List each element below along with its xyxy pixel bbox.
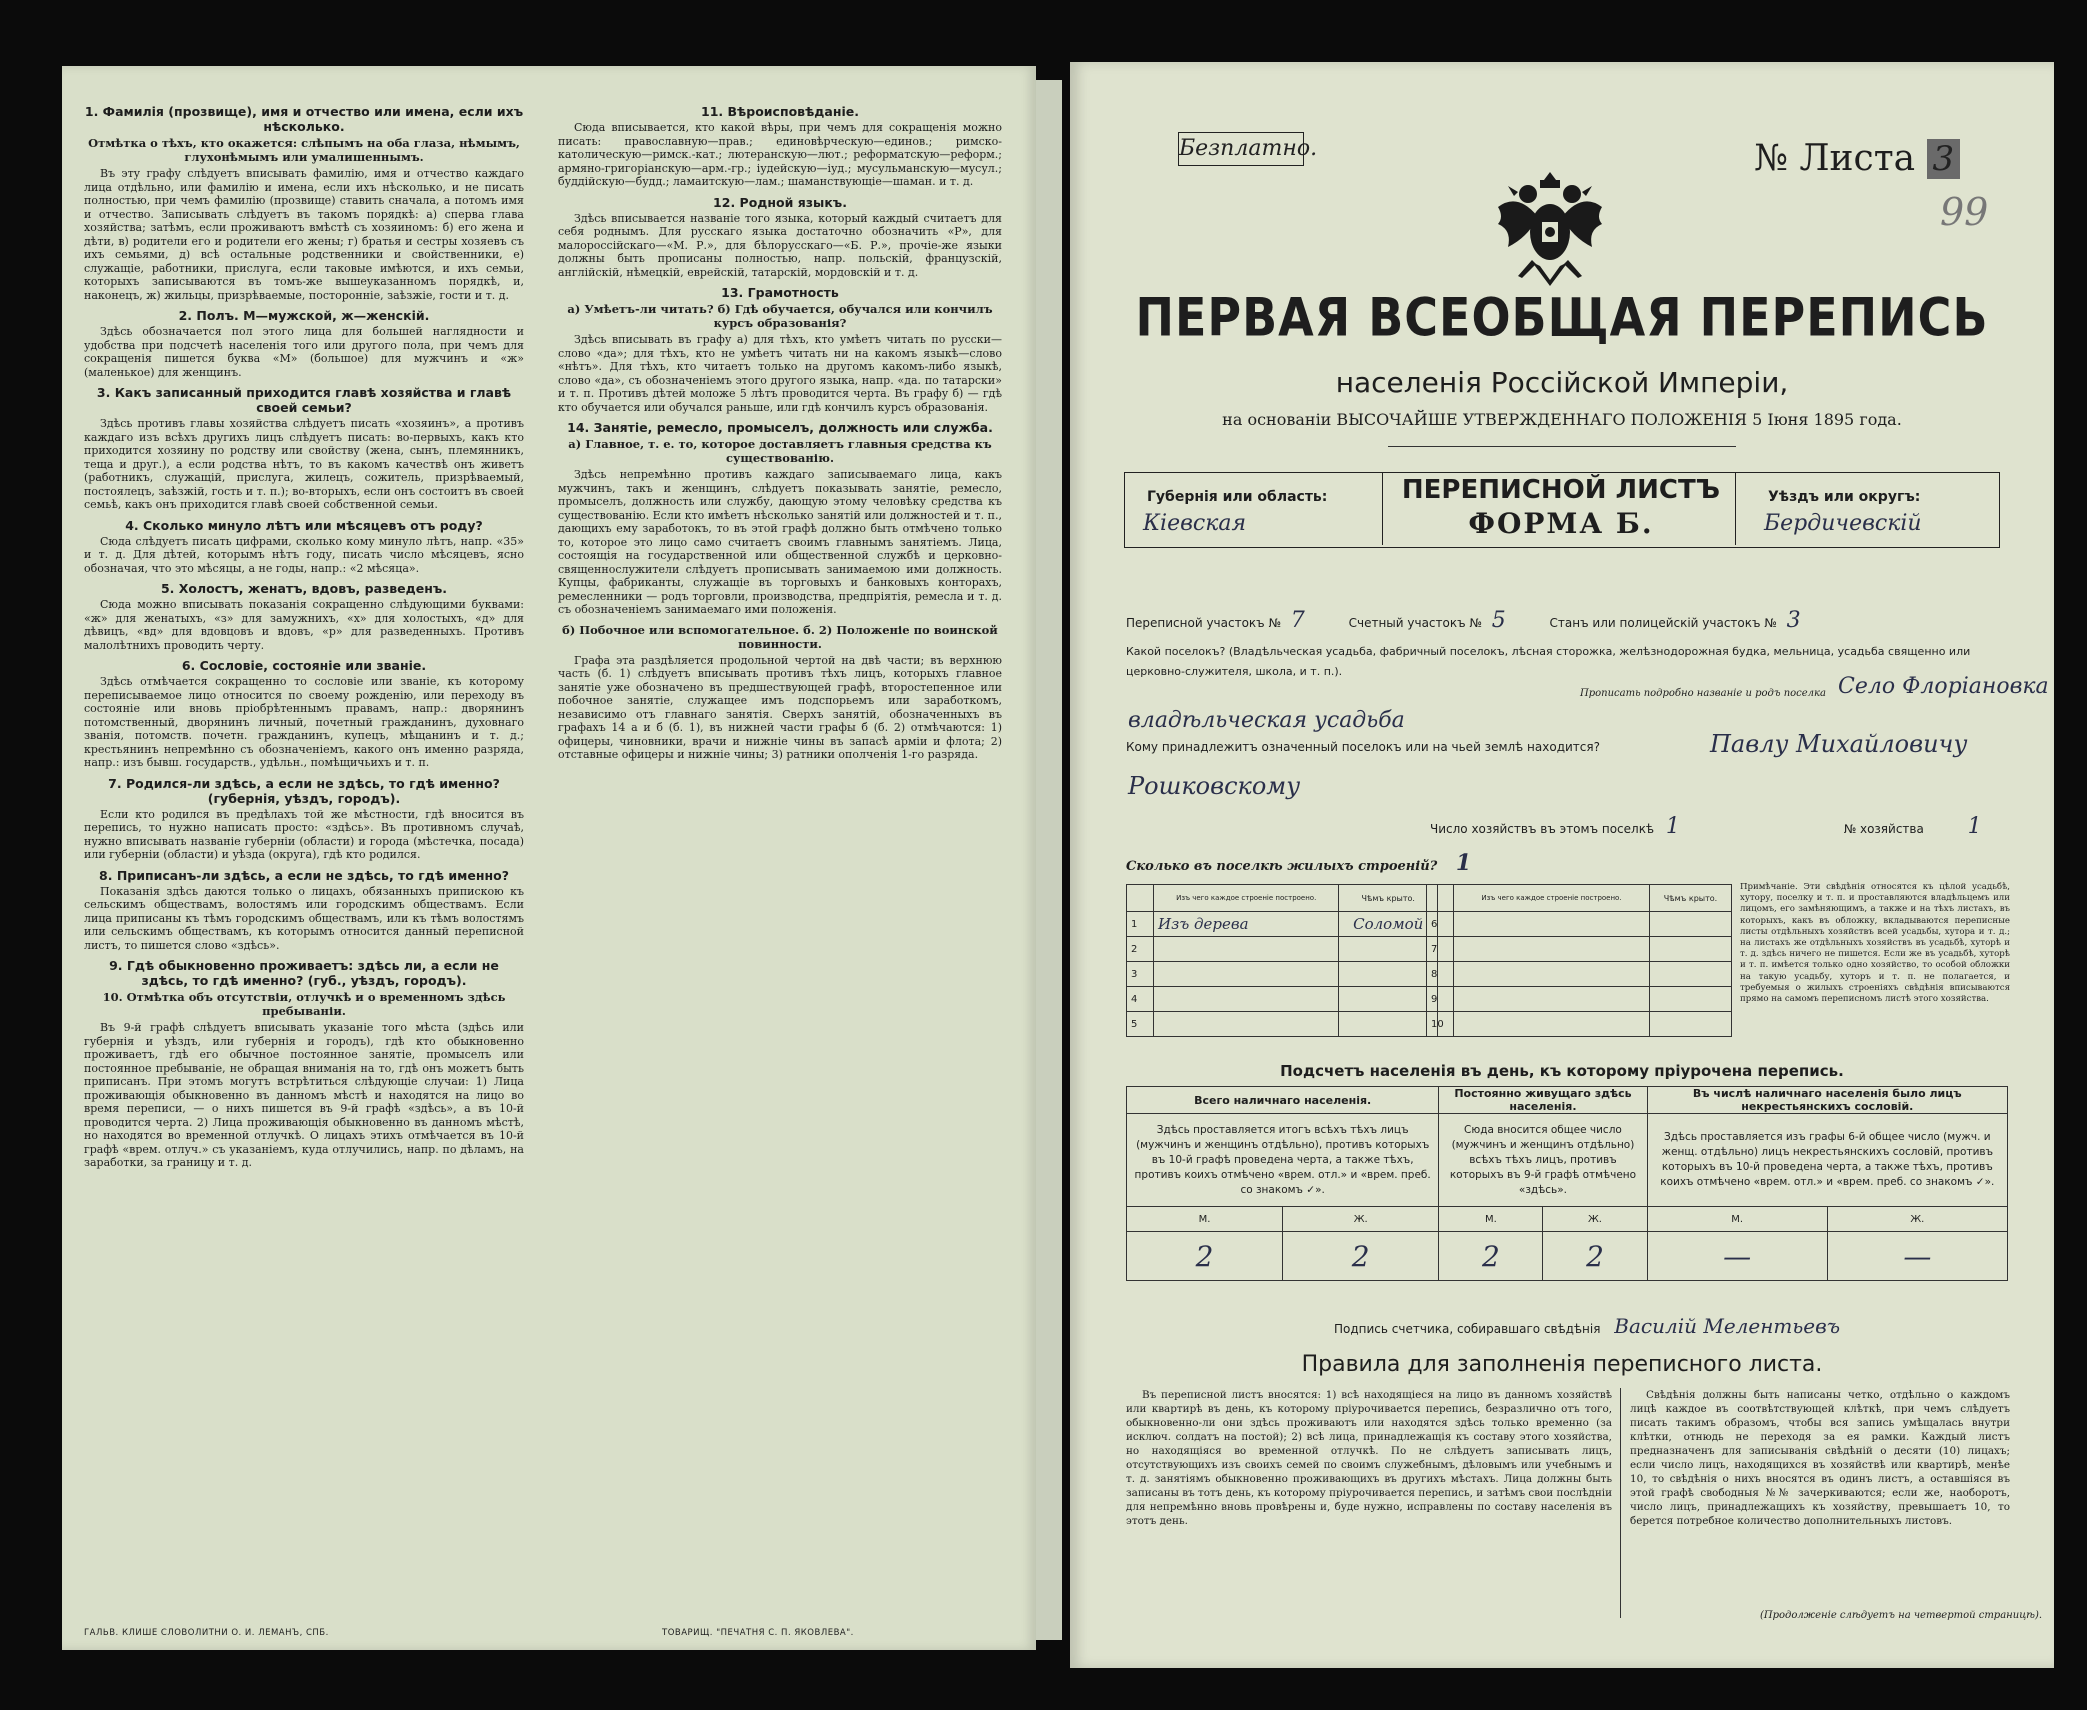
district-label: Уѣздъ или округъ:: [1768, 489, 1921, 505]
section-title: 5. Холостъ, женатъ, вдовъ, разведенъ.: [160, 581, 448, 596]
building-row: [1127, 987, 1438, 1012]
province-value: Кіевская: [1143, 511, 1247, 536]
owner-value: Павлу Михайловичу: [1710, 730, 1968, 758]
building-roof: [1649, 987, 1731, 1012]
settlement-hint: Прописать подробно названіе и родъ поселка: [1580, 688, 1826, 699]
owner-label: Кому принадлежитъ означенный поселокъ или на чьей землѣ находится?: [1126, 740, 1600, 754]
settlement-label: Какой поселокъ? (Владѣльческая усадьба, фабричный поселокъ, лѣсная сторожка, желѣзнодорожная будка, мельница, усадьба священно или церковно-служителя, школа, и т. п.).: [1126, 645, 1971, 678]
section-subtitle: б) Побочное или вспомогательное. б. 2) Положеніе по воинской повинности.: [562, 622, 998, 651]
section-text: Здѣсь вписывается названіе того языка, который каждый считаетъ для себя роднымъ. Для русскаго языка достаточно обозначить «Р», для малороссійскаго—«М. Р.», для бѣлорусскаго—«Б. Р.», прочіе-же языки должны быть прописаны полностью, напр. польскій, французскій, англійскій, нѣмецкій, еврейскій, татарскій, мордовскій и т. д.: [558, 211, 1002, 279]
col-material-header: Изъ чего каждое строеніе построено.: [1454, 885, 1650, 912]
section-title: 6. Сословіе, состояніе или званіе.: [181, 658, 427, 673]
section-text: Если кто родился въ предѣлахъ той же мѣстности, гдѣ вносится въ перепись, то нужно написать просто: «здѣсь». Въ противномъ случаѣ, нужно вписывать названіе губерніи (области) и города (мѣстечка, посада) или губерніи (области) и уѣзда (округа), гдѣ кто родился.: [84, 807, 524, 861]
building-number: 4: [1127, 987, 1154, 1012]
instruction-section: [558, 623, 1002, 762]
rules-right-text: Свѣдѣнія должны быть написаны четко, отдѣльно о каждомъ лицѣ каждое въ соотвѣтствующей клѣткѣ, при чемъ слѣдуетъ писать такимъ образомъ, чтобы вся запись умѣщалась внутри клѣтки, отнюдь не переходя за ея рамки. Каждый листъ предназначенъ для записыванія свѣдѣній о десяти (10) лицахъ; если число лицъ, находящихся въ хозяйствѣ или квартирѣ, менѣе 10, то свѣдѣнія о нихъ вносятся въ одинъ листъ, а оставшіяся въ этой графѣ свободныя №№ зачеркиваются; если же, наоборотъ, число лицъ, принадлежащихъ къ хозяйству, превышаетъ 10, то берется потребное количество дополнительныхъ листовъ.: [1630, 1389, 2010, 1527]
count-value: —: [1647, 1232, 1827, 1281]
building-roof: [1339, 987, 1438, 1012]
section-text: Здѣсь обозначается пол этого лица для большей наглядности и удобства при подсчетѣ населенія того или другого пола, при чемъ для сокращенія пишется буква «М» (большое) для мужчинъ и «ж» (маленькое) для женщинъ.: [84, 325, 524, 379]
instruction-section: [84, 658, 524, 770]
double-headed-eagle-icon: [1488, 162, 1612, 292]
buildings-row: [1126, 850, 1471, 876]
section-text: Здѣсь непремѣнно противъ каждаго записываемаго лица, какъ мужчинъ, такъ и женщинъ, слѣдуетъ показывать занятіе, ремесло, промыселъ, должность или службу, дающую этому человѣку средства къ существованію. Если кто имѣетъ нѣсколько занятій или должностей и т. п., дающихъ ему заработокъ, то въ этой графѣ должно быть отмѣчено только то, которое это лицо само считаетъ своимъ главнымъ занятіемъ. Лица, состоящія на государственной или общественной службѣ и церковно-священнослужители слѣдуетъ прописывать занимаемою ими должность. Купцы, фабриканты, служащіе въ торговыхъ и банковыхъ конторахъ, ремесленники — родъ торговли, производства, предпріятія, ремесла и т. д. съ обозначеніемъ занимаемаго ими положенія.: [558, 468, 1002, 616]
section-text: Показанія здѣсь даются только о лицахъ, обязанныхъ припискою къ сельскимъ обществамъ, волостямъ или городскимъ обществамъ. Если лица приписаны къ тѣмъ городскимъ обществамъ, или къ тѣмъ волостямъ или сельскимъ обществамъ, къ которымъ относится данный переписной листъ, то пишется слово «здѣсь».: [84, 884, 524, 952]
population-count-table: [1126, 1086, 2008, 1281]
household-no-label: № хозяйства: [1843, 822, 1924, 836]
instruction-section: [84, 776, 524, 862]
instruction-section: [84, 958, 524, 1170]
building-number: 9: [1427, 987, 1454, 1012]
building-number: 10: [1427, 1012, 1454, 1037]
subtitle: населенія Россійской Имперіи,: [1335, 366, 1789, 399]
building-material: [1454, 1012, 1650, 1037]
building-row: [1427, 912, 1732, 937]
free-label: Безплатно.: [1179, 136, 1318, 161]
building-material: [1154, 962, 1339, 987]
count-col-desc: Здѣсь проставляется итогъ всѣхъ тѣхъ лицъ (мужчинъ и женщинъ отдѣльно), противъ которыхъ въ 10-й графѣ проведена черта, а также тѣхъ, противъ коихъ отмѣчено «врем. отл.» и «врем. преб. со знакомъ ✓».: [1127, 1114, 1439, 1207]
households-label: Число хозяйствъ въ этомъ поселкѣ: [1430, 822, 1655, 836]
section-text: Здѣсь вписывать въ графу а) для тѣхъ, кто умѣетъ читать по русски—слово «да»; для тѣхъ, кто не умѣетъ читать ни на какомъ языкѣ—слово «нѣтъ». Для тѣхъ, кто читаетъ только на другомъ какомъ-либо языкѣ, слово «да», съ обозначеніемъ этого другого языка, напр. «да. по татарски» и т. п. Противъ дѣтей моложе 5 лѣтъ проводится черта. Въ графу б) — гдѣ кто обучается или обучался раньше, или гдѣ кончилъ курсъ образованія.: [558, 333, 1002, 414]
section-title: 11. Вѣроисповѣданіе.: [701, 104, 859, 119]
building-roof: [1339, 937, 1438, 962]
instructions-column-2: [558, 104, 1002, 1650]
count-col-head: Постоянно живущаго здѣсь населенія.: [1439, 1087, 1647, 1114]
building-number: 5: [1127, 1012, 1154, 1037]
building-material: [1154, 987, 1339, 1012]
section-text: Сюда слѣдуетъ писать цифрами, сколько кому минуло лѣтъ, напр. «35» и т. д. Для дѣтей, которымъ нѣтъ году, писать число мѣсяцевъ, ясно обозначая, что это мѣсяцы, а не годы, напр.: «2 мѣсяца».: [84, 534, 524, 575]
instructions-page: [62, 66, 1036, 1650]
section-title: 13. Грамотность: [721, 285, 839, 300]
buildings-label: Сколько въ поселкѣ жилыхъ строеній?: [1126, 859, 1438, 874]
building-row: [1127, 962, 1438, 987]
police-area-label: Станъ или полицейскій участокъ №: [1549, 616, 1777, 630]
building-material: [1454, 912, 1650, 937]
building-row: [1427, 937, 1732, 962]
section-subtitle: 10. Отмѣтка объ отсутствіи, отлучкѣ и о временномъ здѣсь пребываніи.: [102, 990, 506, 1018]
building-number: 2: [1127, 937, 1154, 962]
section-text: Въ 9-й графѣ слѣдуетъ вписывать указаніе того мѣста (здѣсь или губернія и уѣздъ, или губернія и городъ), гдѣ кто обыкновенно проживаетъ, гдѣ его обычное постоянное занятіе, промыселъ или постоянное пребываніе, не обращая вниманія на то, гдѣ онъ можетъ быть приписанъ. При этомъ могутъ встрѣтиться слѣдующіе случаи: 1) Лица проживающія обыкновенно въ данномъ мѣстѣ и находятся на лицо во время переписи, — о нихъ пишется въ 9-й графѣ «здѣсь», а въ 10-й проводится черта. 2) Лица проживающія обыкновенно въ данномъ мѣстѣ, но находятся во временной отлучкѣ. О лицахъ этихъ отмѣчается въ 10-й графѣ «врем. отлуч.» съ указаніемъ, куда отлучились, напр. по дѣламъ, на заработки, за границу и т. д.: [84, 1021, 524, 1169]
section-title: 4. Сколько минуло лѣтъ или мѣсяцевъ отъ роду?: [125, 517, 483, 533]
instructions-column-1: [84, 104, 524, 1650]
rules-divider: [1620, 1388, 1621, 1618]
sheet-number-value: 3: [1927, 139, 1961, 179]
female-header: Ж.: [1827, 1207, 2007, 1232]
page-gutter: [1036, 80, 1062, 1640]
section-text: Сюда вписывается, кто какой вѣры, при чемъ для сокращенія можно писать: православную—прав.; единовѣрческую—единов.; римско-католическую—римск.-кат.; лютеранскую—лют.; реформатскую—реформ.; армяно-григоріанскую—арм.-гр.; іудейскую—іуд.; мусульманскую—мусул.; буддійскую—будд.; ламаитскую—лам.; шаманствующіе—шаман. и т. д.: [558, 121, 1002, 188]
sheet-number-label: № Листа: [1754, 138, 1916, 179]
count-value: 2: [1283, 1232, 1439, 1281]
district-box: [1735, 473, 1999, 545]
buildings-value: 1: [1455, 850, 1472, 876]
counter-signature-value: Василій Мелентьевъ: [1614, 1314, 1841, 1338]
printer-footer-right: ТОВАРИЩ. "ПЕЧАТНЯ С. П. ЯКОВЛЕВА".: [662, 1628, 854, 1638]
province-box: [1123, 473, 1383, 545]
col-roof-header: Чѣмъ крыто.: [1339, 885, 1438, 912]
buildings-note: Примѣчаніе. Эти свѣдѣнія относятся къ цѣлой усадьбѣ, хутору, поселку и т. п. и проставляются владѣльцемъ или лицомъ, его замѣняющимъ, а также и на тѣхъ листахъ, въ которыхъ, какъ въ обложку, вкладываются переписные листы отдѣльныхъ хозяйствъ всей усадьбы, хутора и т. д.; на листахъ же отдѣльныхъ хозяйствъ въ усадьбѣ, хуторѣ и т. д. здѣсь ничего не пишется. Если же въ усадьбѣ, хуторѣ и т. п. имѣется только одно хозяйство, то особой обложки на такую усадьбу, хуторъ и т. п. не полагается, и требуемыя о жилыхъ строеніяхъ свѣдѣнія вписываются прямо на самомъ переписномъ листѣ этого хозяйства.: [1740, 882, 2010, 1005]
count-area-value: 5: [1491, 608, 1506, 633]
decree-line: на основаніи ВЫСОЧАЙШЕ УТВЕРЖДЕННАГО ПОЛОЖЕНІЯ 5 Іюня 1895 года.: [1222, 410, 1902, 429]
building-material: [1454, 962, 1650, 987]
households-row: [1430, 814, 2010, 839]
settlement-value: Село Флоріановка: [1838, 674, 2049, 699]
count-col-head: Всего наличнаго населенія.: [1127, 1087, 1439, 1114]
corner-number: 99: [1940, 190, 1989, 234]
section-text: Графа эта раздѣляется продольной чертой на двѣ части; въ верхнюю часть (б. 1) слѣдуетъ вписывать противъ тѣхъ лицъ, которыхъ главное занятіе уже обозначено въ предшествующей графѣ, второстепенное или побочное занятіе, служащее имъ подспорьемъ или заработкомъ, независимо отъ главнаго занятія. Сверхъ занятій, обозначенныхъ въ графахъ 14 а и б (б. 1), въ нижней части графы б (б. 2) отмѣчаются: 1) офицеры, чиновники, врачи и нижніе чины въ запасѣ арміи и флота; 2) отставные офицеры и нижніе чины; 3) ратники ополченія 1-го разряда.: [558, 653, 1002, 761]
building-roof: [1649, 1012, 1731, 1037]
section-subtitle: а) Умѣетъ-ли читать? б) Гдѣ обучается, обучался или кончилъ курсъ образованія?: [567, 302, 993, 330]
building-row: [1427, 1012, 1732, 1037]
female-header: Ж.: [1543, 1207, 1647, 1232]
male-header: М.: [1127, 1207, 1283, 1232]
building-number: 1: [1127, 912, 1154, 937]
building-number: 7: [1427, 937, 1454, 962]
count-title: Подсчетъ населенія въ день, къ которому пріурочена перепись.: [1280, 1062, 1844, 1080]
count-value: 2: [1127, 1232, 1283, 1281]
instruction-section: [84, 308, 524, 379]
building-row: [1127, 1012, 1438, 1037]
count-col-desc: Здѣсь проставляется изъ графы 6-й общее число (мужч. и женщ. отдѣльно) лицъ некрестьянскихъ сословій, противъ которыхъ въ 10-й проведена черта, а также тѣхъ, противъ коихъ отмѣчено «врем. отл.» и «врем. преб. со знакомъ ✓».: [1647, 1114, 2007, 1207]
instruction-section: [84, 518, 524, 576]
building-roof: [1339, 1012, 1438, 1037]
section-title: 2. Полъ. М—мужской, ж—женскій.: [178, 308, 430, 323]
count-value: 2: [1543, 1232, 1647, 1281]
count-value: 2: [1439, 1232, 1543, 1281]
section-title: 8. Приписанъ-ли здѣсь, а если не здѣсь, то гдѣ именно?: [99, 867, 509, 883]
building-roof: [1339, 962, 1438, 987]
building-row: [1427, 987, 1732, 1012]
count-col-desc: Сюда вносится общее число (мужчинъ и женщинъ отдѣльно) всѣхъ тѣхъ лицъ, противъ которыхъ въ 9-й графѣ отмѣчено «здѣсь».: [1439, 1114, 1647, 1207]
building-number: 6: [1427, 912, 1454, 937]
section-text: Въ эту графу слѣдуетъ вписывать фамилію, имя и отчество каждаго лица отдѣльно, или фамилію и имена, если ихъ нѣсколько, и не писать полностью, при чемъ фамилію (прозвище) ставить сначала, а потомъ имя и отчество. Записывать слѣдуетъ въ такомъ порядкѣ: а) сперва глава хозяйства; затѣмъ, если проживаютъ вмѣстѣ съ хозяиномъ: б) его жена и дѣти, в) родители его и родители его жены; г) братья и сестры хозяевъ съ ихъ семьями, д) всѣ остальные родственники и свойственники, е) служащіе, работники, прислуга, если таковые имѣются, и ихъ семьи, которыхъ записываются въ томъ-же вышеуказанномъ порядкѣ, и, наконецъ, ж) жильцы, призрѣваемые, посторонніе, заѣзжіе, гости и т. д.: [84, 167, 524, 302]
building-material: [1154, 937, 1339, 962]
instruction-section: [558, 285, 1002, 414]
section-title: 14. Занятіе, ремесло, промыселъ, должность или служба.: [567, 420, 993, 435]
building-row: [1427, 962, 1732, 987]
free-label-box: [1178, 132, 1318, 166]
section-title: 9. Гдѣ обыкновенно проживаетъ: здѣсь ли, а если не здѣсь, то гдѣ именно? (губ., уѣздъ, городъ).: [109, 958, 499, 988]
rules-title: Правила для заполненія переписного листа.: [1301, 1352, 1823, 1377]
field-row-areas: [1126, 608, 2006, 633]
count-col-head: Въ числѣ наличнаго населенія было лицъ некрестьянскихъ сословій.: [1647, 1087, 2007, 1114]
building-row: [1127, 937, 1438, 962]
section-title: 3. Какъ записанный приходится главѣ хозяйства и главѣ своей семьи?: [96, 385, 512, 415]
instruction-section: [84, 868, 524, 953]
settlement-value-2: владѣльческая усадьба: [1128, 708, 1405, 733]
building-material: Изъ дерева: [1154, 912, 1339, 937]
header-band: [1124, 472, 2000, 548]
police-area-value: 3: [1786, 608, 1801, 633]
instruction-section: [558, 195, 1002, 280]
building-number: 3: [1127, 962, 1154, 987]
building-material: [1454, 987, 1650, 1012]
rules-continued: (Продолженіе слѣдуетъ на четвертой страницѣ).: [1760, 1610, 2043, 1621]
section-title: 12. Родной языкъ.: [713, 194, 847, 210]
section-title: 1. Фамилія (прозвище), имя и отчество или имена, если ихъ нѣсколько.: [84, 104, 524, 134]
male-header: М.: [1647, 1207, 1827, 1232]
building-material: [1154, 1012, 1339, 1037]
count-area-label: Счетный участокъ №: [1348, 616, 1482, 630]
district-value: Бердичевскій: [1764, 511, 1922, 536]
instruction-section: [558, 104, 1002, 189]
buildings-table-right: [1426, 884, 1732, 1037]
instruction-section: [84, 581, 524, 652]
section-title: 7. Родился-ли здѣсь, а если не здѣсь, то гдѣ именно? (губернія, уѣздъ, городъ).: [108, 775, 500, 806]
sheet-number: [1754, 138, 1960, 179]
form-sub: ФОРМА Б.: [1468, 507, 1654, 540]
counter-signature-row: [1334, 1314, 1840, 1338]
male-header: М.: [1439, 1207, 1543, 1232]
count-value: —: [1827, 1232, 2007, 1281]
building-roof: [1649, 912, 1731, 937]
instruction-section: [558, 420, 1002, 617]
printer-footer-left: ГАЛЬВ. КЛИШЕ СЛОВОЛИТНИ О. И. ЛЕМАНЪ, СПБ.: [84, 1628, 329, 1638]
col-material-header: Изъ чего каждое строеніе построено.: [1154, 885, 1339, 912]
section-subtitle: Отмѣтка о тѣхъ, кто окажется: слѣпымъ на оба глаза, нѣмымъ, глухонѣмымъ или умалишеннымъ.: [88, 136, 520, 164]
female-header: Ж.: [1283, 1207, 1439, 1232]
household-no-value: 1: [1967, 814, 1982, 839]
building-roof: Соломой: [1339, 912, 1438, 937]
households-value: 1: [1665, 814, 1680, 839]
building-row: [1127, 912, 1438, 937]
section-text: Здѣсь отмѣчается сокращенно то сословіе или званіе, къ которому переписываемое лицо относится по своему рожденію, или переходу въ состояніе или вновь пріобрѣтеннымъ правамъ, напр.: дворянинъ потомственный, дворянинъ личный, почетный гражданинъ, духовнаго званія, потомств. почетн. гражданинъ, купецъ, мѣщанинъ и т. д.; крестьянинъ непремѣнно съ обозначеніемъ, какого онъ именно разряда, напр.: изъ бывш. государств., удѣльн., помѣщичьихъ и т. п.: [84, 675, 524, 769]
building-roof: [1649, 937, 1731, 962]
province-label: Губернія или область:: [1147, 489, 1328, 505]
building-roof: [1649, 962, 1731, 987]
building-number: 8: [1427, 962, 1454, 987]
owner-value-2: Рошковскому: [1128, 772, 1301, 800]
instruction-section: [84, 104, 524, 302]
section-text: Здѣсь противъ главы хозяйства слѣдуетъ писать «хозяинъ», а противъ каждаго изъ всѣхъ другихъ лицъ слѣдуетъ писать: во-первыхъ, какъ кто приходится хозяину по родству или свойству (жена, сынъ, племянникъ, теща и друг.), а если родства нѣтъ, то въ какомъ качествѣ онъ живетъ (работникъ, служащій, прислуга, жилецъ, сожитель, призрѣваемый, постоялецъ, заѣзжій, гость и т. п.); во-вторыхъ, если онъ состоитъ въ своей семьѣ, какъ онъ приходится главѣ своей собственной семьи.: [84, 417, 524, 511]
section-text: Сюда можно вписывать показанія сокращенно слѣдующими буквами: «ж» для женатыхъ, «з» для замужнихъ, «х» для холостыхъ, «д» для дѣвицъ, «вд» для вдовцовъ и вдовъ, «р» для разведенныхъ. Противъ малолѣтнихъ проводить черту.: [84, 598, 524, 652]
census-form-page: [1070, 62, 2054, 1668]
section-subtitle: а) Главное, т. е. то, которое доставляетъ главныя средства къ существованію.: [568, 437, 992, 465]
form-title: ПЕРЕПИСНОЙ ЛИСТЪ: [1401, 475, 1721, 505]
instruction-section: [84, 385, 524, 512]
building-material: [1454, 937, 1650, 962]
buildings-table-left: [1126, 884, 1438, 1037]
census-area-value: 7: [1290, 608, 1305, 633]
counter-signature-label: Подпись счетчика, собиравшаго свѣдѣнія: [1334, 1322, 1601, 1336]
rules-left-text: Въ переписной листъ вносятся: 1) всѣ находящіеся на лицо въ данномъ хозяйствѣ или квартирѣ въ день, къ которому пріурочивается перепись, безразлично отъ того, обыкновенно-ли они здѣсь проживаютъ или находятся здѣсь только временно (за исключ. солдатъ на постой); 2) всѣ лица, принадлежащія къ составу этого хозяйства, но находящіяся во временной отлучкѣ. По не слѣдуетъ записывать лицъ, отсутствующихъ изъ своихъ семей по своимъ служебнымъ, дѣловымъ или учебнымъ и т. д. занятіямъ обыкновенно проживающихъ въ другихъ мѣстахъ. Лица должны быть записаны въ тотъ день, къ которому пріурочивается перепись, и затѣмъ свои послѣдніи для непремѣнно вновь провѣрены и, буде нужно, исправлены по составу населенія въ этотъ день.: [1126, 1389, 1612, 1527]
col-roof-header: Чѣмъ крыто.: [1649, 885, 1731, 912]
census-area-label: Переписной участокъ №: [1126, 616, 1281, 630]
main-title: ПЕРВАЯ ВСЕОБЩАЯ ПЕРЕПИСЬ: [1135, 285, 1989, 349]
rule-line: [1388, 446, 1736, 447]
